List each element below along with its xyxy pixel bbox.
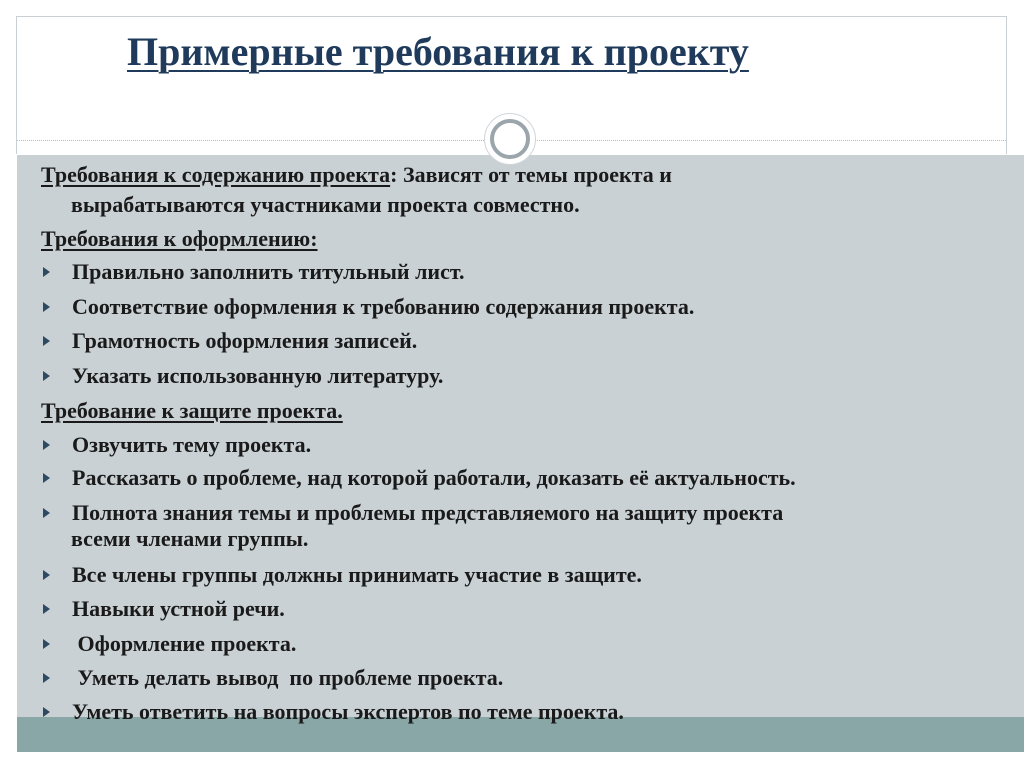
list-item-text: Уметь делать вывод по проблеме проекта. (72, 665, 504, 690)
list-item-text: Полнота знания темы и проблемы представляемого на защиту проекта (72, 500, 784, 525)
content-req-text-2: вырабатываются участниками проекта совместно. (71, 192, 580, 217)
list-item-text: Грамотность оформления записей. (72, 328, 418, 353)
triangle-bullet-icon (43, 336, 50, 346)
triangle-bullet-icon (43, 604, 50, 614)
frame-right-border (1006, 16, 1007, 154)
list-item-continuation: всеми членами группы. (71, 526, 309, 551)
triangle-bullet-icon (43, 570, 50, 580)
list-item-text: Указать использованную литературу. (72, 363, 444, 388)
triangle-bullet-icon (43, 302, 50, 312)
ring-inner-icon (490, 119, 530, 159)
content-req-text-1: Зависят от темы проекта и (397, 162, 672, 187)
design-req-heading: Требования к оформлению: (41, 226, 318, 251)
list-item-text: Уметь ответить на вопросы экспертов по теме проекта. (72, 699, 624, 724)
content-req-line-1 (41, 162, 672, 188)
list-item-text: Оформление проекта. (72, 631, 297, 656)
list-item-text: Навыки устной речи. (72, 596, 285, 621)
list-item-text: Соответствие оформления к требованию содержания проекта. (72, 294, 695, 319)
triangle-bullet-icon (43, 639, 50, 649)
list-item-text: Правильно заполнить титульный лист. (72, 259, 465, 284)
triangle-bullet-icon (43, 473, 50, 483)
list-item-text: Озвучить тему проекта. (72, 432, 312, 457)
list-item-text: Все члены группы должны принимать участие в защите. (72, 562, 642, 587)
bottom-margin (0, 752, 1024, 767)
slide-title: Примерные требования к проекту (127, 29, 749, 74)
triangle-bullet-icon (43, 707, 50, 717)
content-req-heading: Требования к содержанию проекта (41, 162, 391, 187)
defense-req-heading: Требование к защите проекта. (41, 398, 343, 423)
triangle-bullet-icon (43, 267, 50, 277)
triangle-bullet-icon (43, 508, 50, 518)
list-item-text: Рассказать о проблеме, над которой работали, доказать её актуальность. (72, 465, 796, 490)
content-req-colon: : (390, 162, 398, 187)
triangle-bullet-icon (43, 440, 50, 450)
triangle-bullet-icon (43, 673, 50, 683)
triangle-bullet-icon (43, 371, 50, 381)
